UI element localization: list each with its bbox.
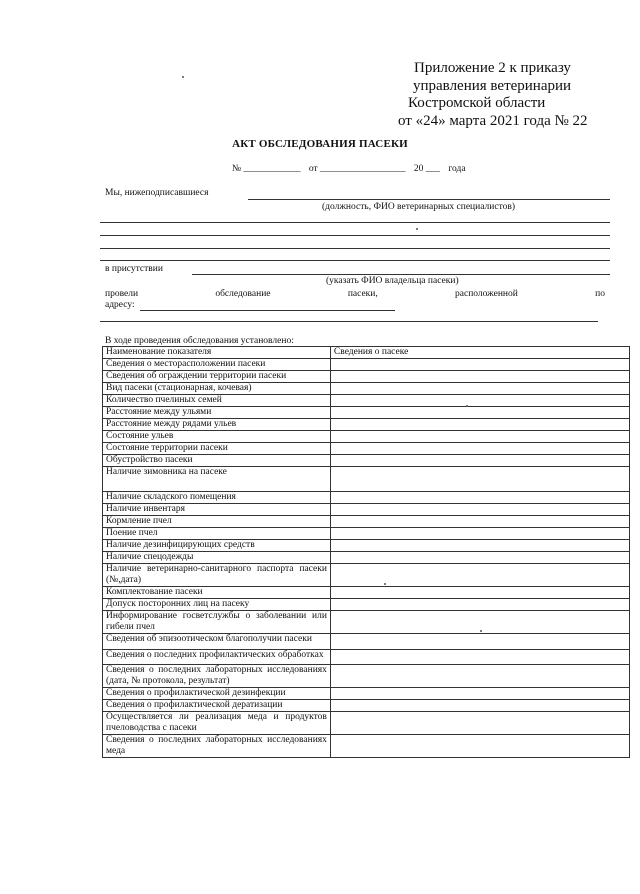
address-fill-line-2[interactable] — [100, 321, 598, 322]
presence-fill-line[interactable] — [192, 274, 610, 275]
row-label: Количество пчелиных семей — [103, 395, 331, 407]
signatories-label: Мы, нижеподписавшиеся — [105, 188, 209, 198]
appendix-line-3: Костромской области — [408, 95, 546, 111]
blank-line[interactable] — [100, 260, 610, 261]
row-value[interactable] — [330, 700, 629, 712]
table-row — [103, 611, 630, 634]
table-row — [103, 540, 630, 552]
table-row — [103, 564, 630, 587]
blank-line[interactable] — [100, 222, 610, 223]
blank-line[interactable] — [100, 248, 610, 249]
year-prefix: 20 — [413, 164, 424, 174]
table-row — [103, 455, 630, 467]
table-row — [103, 599, 630, 611]
table-row — [103, 712, 630, 735]
row-value[interactable] — [330, 407, 629, 419]
row-value[interactable] — [330, 443, 629, 455]
conducted-word: обследование — [215, 289, 271, 299]
year-suffix: года — [448, 164, 466, 174]
header-indicator: Наименование показателя — [103, 347, 331, 359]
row-value[interactable] — [330, 359, 629, 371]
number-blank[interactable]: ____________ — [243, 164, 301, 174]
blank-line[interactable] — [100, 235, 610, 236]
conducted-word: расположенной — [455, 289, 518, 299]
table-row — [103, 665, 630, 688]
document-title: АКТ ОБСЛЕДОВАНИЯ ПАСЕКИ — [232, 138, 408, 150]
signatories-hint: (должность, ФИО ветеринарных специалистов) — [322, 202, 515, 212]
row-label: Допуск посторонних лиц на пасеку — [103, 599, 331, 611]
conducted-word: по — [595, 289, 605, 299]
from-label: от — [308, 164, 318, 174]
row-value[interactable] — [330, 665, 629, 688]
row-value[interactable] — [330, 712, 629, 735]
row-value[interactable] — [330, 587, 629, 599]
row-value[interactable] — [330, 371, 629, 383]
row-value[interactable] — [330, 504, 629, 516]
table-row — [103, 587, 630, 599]
row-label: Вид пасеки (стационарная, кочевая) — [103, 383, 331, 395]
row-value[interactable] — [330, 516, 629, 528]
row-label: Наличие дезинфицирующих средств — [103, 540, 331, 552]
appendix-line-4: от «24» марта 2021 года № 22 — [398, 112, 588, 129]
scan-speck — [416, 228, 418, 230]
row-value[interactable] — [330, 455, 629, 467]
intro-text: В ходе проведения обследования установлено: — [105, 336, 294, 346]
row-label: Поение пчел — [103, 528, 331, 540]
table-row — [103, 492, 630, 504]
table-row — [103, 650, 630, 665]
table-row — [103, 467, 630, 492]
row-value[interactable] — [330, 650, 629, 665]
row-value[interactable] — [330, 599, 629, 611]
scan-speck — [182, 76, 184, 78]
table-header-row — [103, 347, 630, 359]
table-row — [103, 552, 630, 564]
row-value[interactable] — [330, 564, 629, 587]
row-label: Наличие спецодежды — [103, 552, 331, 564]
row-label: Кормление пчел — [103, 516, 331, 528]
presence-hint: (указать ФИО владельца пасеки) — [326, 276, 459, 286]
scan-speck — [384, 583, 386, 585]
table-row — [103, 395, 630, 407]
address-label: адресу: — [105, 300, 135, 310]
header-info: Сведения о пасеке — [330, 347, 629, 359]
row-label: Состояние территории пасеки — [103, 443, 331, 455]
date-blank[interactable]: __________________ — [319, 164, 406, 174]
row-label: Сведения об эпизоотическом благополучии пасеки — [103, 634, 331, 650]
row-label: Состояние ульев — [103, 431, 331, 443]
row-label: Сведения о профилактической дезинфекции — [103, 688, 331, 700]
table-row — [103, 516, 630, 528]
table-row — [103, 419, 630, 431]
appendix-header — [398, 60, 588, 130]
row-label: Сведения о последних профилактических обработках — [103, 650, 331, 665]
row-value[interactable] — [330, 467, 629, 492]
row-label: Наличие инвентаря — [103, 504, 331, 516]
row-value[interactable] — [330, 735, 629, 758]
row-value[interactable] — [330, 688, 629, 700]
table-row — [103, 504, 630, 516]
row-label: Комплектование пасеки — [103, 587, 331, 599]
table-row — [103, 634, 630, 650]
row-value[interactable] — [330, 395, 629, 407]
row-value[interactable] — [330, 552, 629, 564]
table-row — [103, 371, 630, 383]
row-value[interactable] — [330, 383, 629, 395]
act-number-line — [232, 164, 466, 174]
conducted-line — [105, 289, 605, 299]
row-value[interactable] — [330, 528, 629, 540]
row-label: Сведения об ограждении территории пасеки — [103, 371, 331, 383]
row-label: Наличие складского помещения — [103, 492, 331, 504]
row-label: Сведения о месторасположении пасеки — [103, 359, 331, 371]
year-blank[interactable]: ___ — [425, 164, 440, 174]
number-label: № — [232, 164, 242, 174]
survey-table — [102, 346, 630, 758]
signatories-fill-line[interactable] — [248, 199, 610, 200]
row-value[interactable] — [330, 634, 629, 650]
conducted-word: пасеки, — [347, 289, 378, 299]
row-label: Сведения о профилактической дератизации — [103, 700, 331, 712]
table-row — [103, 383, 630, 395]
row-label: Расстояние между ульями — [103, 407, 331, 419]
row-label: Сведения о последних лабораторных исследованиях меда — [103, 735, 331, 758]
scan-speck — [480, 630, 482, 632]
table-row — [103, 700, 630, 712]
table-row — [103, 431, 630, 443]
table-row — [103, 528, 630, 540]
row-value[interactable] — [330, 540, 629, 552]
table-row — [103, 407, 630, 419]
appendix-line-2: управления ветеринарии — [413, 77, 572, 94]
row-value[interactable] — [330, 419, 629, 431]
appendix-line-1: Приложение 2 к приказу — [414, 60, 571, 76]
conducted-word: провели — [105, 289, 139, 299]
row-value[interactable] — [330, 431, 629, 443]
row-label: Наличие ветеринарно-санитарного паспорта пасеки (№,дата) — [103, 564, 331, 587]
table-row — [103, 688, 630, 700]
address-fill-line[interactable] — [140, 310, 395, 311]
table-row — [103, 443, 630, 455]
row-value[interactable] — [330, 492, 629, 504]
row-label: Информирование госветслужбы о заболевании или гибели пчел — [103, 611, 331, 634]
scan-speck — [466, 405, 468, 407]
row-label: Обустройство пасеки — [103, 455, 331, 467]
presence-label: в присутствии — [105, 264, 163, 274]
row-label: Сведения о последних лабораторных исследованиях (дата, № протокола, результат) — [103, 665, 331, 688]
table-row — [103, 359, 630, 371]
table-row — [103, 735, 630, 758]
row-label: Наличие зимовника на пасеке — [103, 467, 331, 492]
row-label: Осуществляется ли реализация меда и продуктов пчеловодства с пасеки — [103, 712, 331, 735]
row-label: Расстояние между рядами ульев — [103, 419, 331, 431]
